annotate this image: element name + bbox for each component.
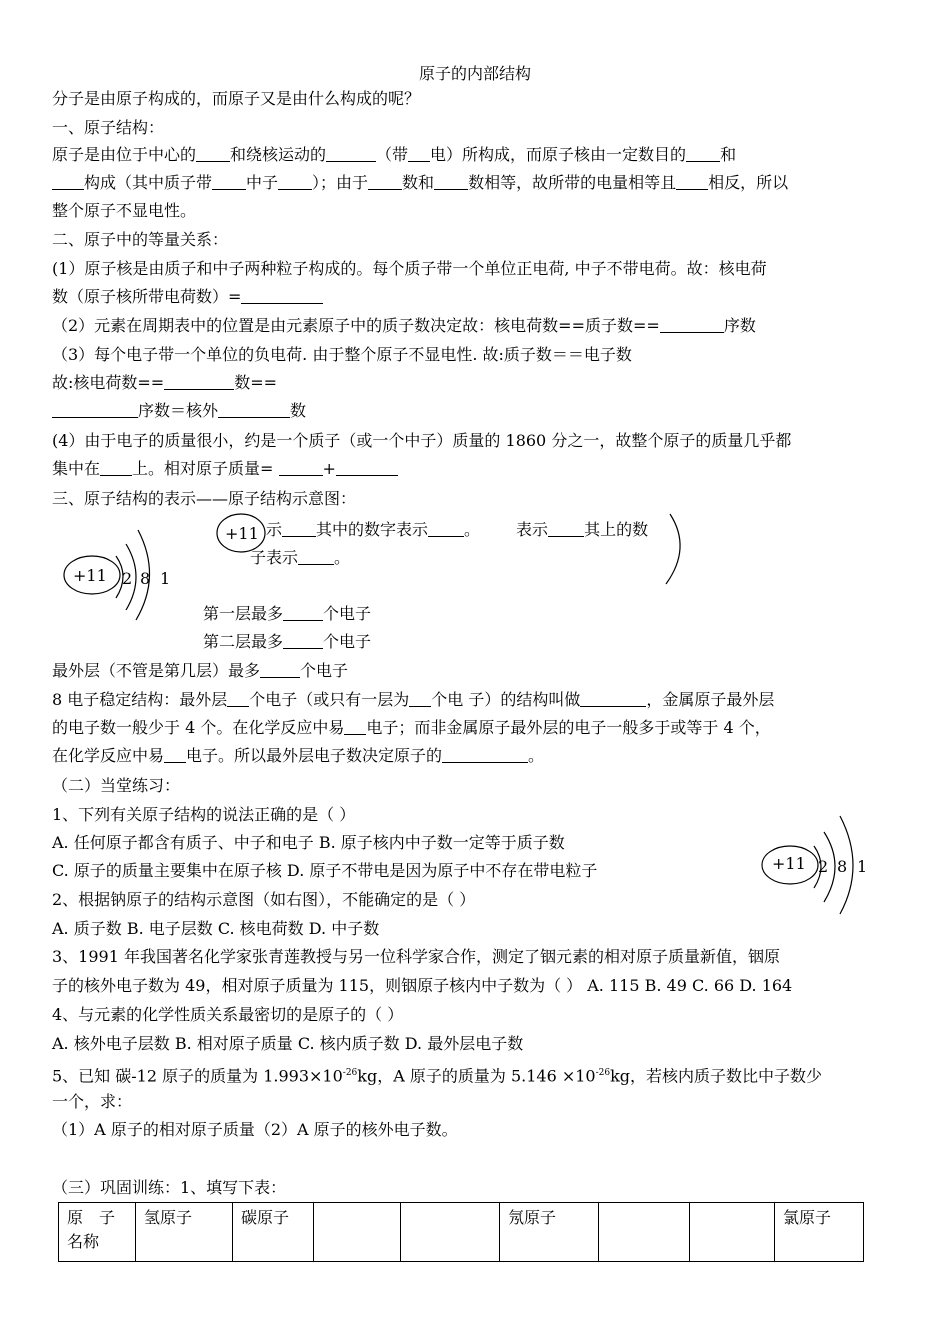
- table-cell: 碳原子: [233, 1203, 314, 1262]
- blank[interactable]: [100, 459, 132, 476]
- blank[interactable]: [283, 632, 323, 649]
- blank[interactable]: [227, 690, 249, 707]
- blank[interactable]: [164, 373, 234, 390]
- blank[interactable]: [218, 401, 290, 418]
- blank[interactable]: [52, 173, 84, 190]
- layer2-capacity: 第二层最多 个电子: [203, 632, 372, 651]
- section2-p2: （2）元素在周期表中的位置是由元素原子中的质子数决定故：核电荷数==质子数== 序数: [52, 316, 756, 335]
- section2-heading: 二、原子中的等量关系：: [52, 230, 229, 249]
- section2-p3c: 序数＝核外 数: [52, 400, 306, 422]
- blank[interactable]: [283, 604, 323, 621]
- fill-in-table: [58, 1202, 864, 1262]
- blank[interactable]: [212, 173, 246, 190]
- question-4-options: A. 核外电子层数 B. 相对原子质量 C. 核内质子数 D. 最外层电子数: [52, 1034, 524, 1053]
- blank[interactable]: [368, 173, 402, 190]
- question-1-options-cd: C. 原子的质量主要集中在原子核 D. 原子不带电是因为原子中不存在带电粒子: [52, 861, 598, 880]
- table-cell: 氢原子: [136, 1203, 233, 1262]
- electron-count-3: 1: [160, 569, 171, 588]
- stable-structure-line3: 在化学反应中易 电子。所以最外层电子数决定原子的 。: [52, 746, 545, 765]
- blank[interactable]: [336, 459, 398, 476]
- shell-arc-illustration: [662, 512, 692, 586]
- question-5-line3: （1）A 原子的相对原子质量（2）A 原子的核外电子数。: [52, 1120, 458, 1139]
- table-cell[interactable]: [690, 1203, 775, 1262]
- blank[interactable]: [278, 173, 312, 190]
- intro-question: 分子是由原子构成的，而原子又是由什么构成的呢？: [52, 89, 421, 108]
- section1-heading: 一、原子结构：: [52, 118, 165, 137]
- table-cell[interactable]: [314, 1203, 401, 1262]
- blank[interactable]: [279, 459, 323, 476]
- nucleus-label: +11: [73, 566, 107, 585]
- blank[interactable]: [580, 690, 646, 707]
- blank[interactable]: [282, 520, 316, 537]
- electron-count-1: 2: [122, 569, 133, 588]
- sodium-atom-diagram-right: [760, 812, 880, 916]
- blank[interactable]: [196, 145, 230, 162]
- section2-p4a: (4）由于电子的质量很小，约是一个质子（或一个中子）质量的 1860 分之一，故整个原子的质量几乎都: [52, 431, 792, 450]
- section2-p1b: 数（原子核所带电荷数）=: [52, 286, 323, 308]
- blank[interactable]: [344, 718, 366, 735]
- table-header-cell: 原 子名称: [59, 1203, 136, 1262]
- blank[interactable]: [52, 401, 138, 418]
- blank[interactable]: [676, 173, 708, 190]
- outer-layer-capacity: 最外层（不管是第几层）最多 个电子: [52, 661, 349, 680]
- section2-p4b: 集中在 上。相对原子质量= +: [52, 458, 398, 480]
- table-cell: 氯原子: [775, 1203, 864, 1262]
- question-3-line2: 子的核外电子数为 49，相对原子质量为 115，则铟原子核内中子数为（ ） A. 115 B. 49 C. 66 D. 164: [52, 976, 793, 995]
- question-1: 1、下列有关原子结构的说法正确的是（ ）: [52, 805, 356, 824]
- sodium-atom-diagram: [60, 520, 180, 620]
- diagram-desc-line1: 示 其中的数字表示 。 表示 其上的数: [266, 520, 649, 539]
- electron-shell-arc: [666, 514, 680, 584]
- table-cell[interactable]: [401, 1203, 500, 1262]
- stable-structure-line1: 8 电子稳定结构：最外层 个电子（或只有一层为 个电 子）的结构叫做 ，金属原子最外层: [52, 690, 775, 709]
- blank[interactable]: [442, 746, 528, 763]
- blank[interactable]: [164, 746, 186, 763]
- nucleus-label: +11: [225, 524, 259, 543]
- question-3-line1: 3、1991 年我国著名化学家张青莲教授与另一位科学家合作，测定了铟元素的相对原子质量新值，铟原: [52, 947, 780, 966]
- table-row: [59, 1203, 864, 1262]
- table-cell[interactable]: [599, 1203, 690, 1262]
- layer1-capacity: 第一层最多 个电子: [203, 604, 372, 623]
- section2-p3b: 故:核电荷数== 数==: [52, 373, 278, 392]
- blank[interactable]: [326, 145, 376, 162]
- diagram-desc-line2: 子表示 。: [250, 548, 351, 567]
- blank[interactable]: [409, 690, 431, 707]
- electron-count-3: 1: [857, 857, 868, 876]
- section2-p3: （3）每个电子带一个单位的负电荷. 由于整个原子不显电性. 故:质子数＝＝电子数: [52, 345, 632, 364]
- blank[interactable]: [298, 548, 334, 565]
- practice-heading: （二）当堂练习：: [52, 776, 181, 795]
- section1-line3: 整个原子不显电性。: [52, 201, 197, 220]
- page-title: 原子的内部结构: [418, 64, 531, 83]
- blank[interactable]: [660, 316, 724, 333]
- section2-p1a: (1）原子核是由质子和中子两种粒子构成的。每个质子带一个单位正电荷, 中子不带电荷。故：核电荷: [52, 259, 767, 278]
- question-4: 4、与元素的化学性质关系最密切的是原子的（ ）: [52, 1005, 404, 1024]
- question-5-line2: 一个，求：: [52, 1092, 133, 1111]
- section3-heading: 三、原子结构的表示——原子结构示意图：: [52, 489, 357, 508]
- question-2: 2、根据钠原子的结构示意图（如右图），不能确定的是（ ）: [52, 890, 476, 909]
- section1-line2: 构成（其中质子带 中子 ）；由于 数和 数相等，故所带的电量相等且 相反，所以: [52, 172, 788, 194]
- question-5-line1: 5、已知 碳-12 原子的质量为 $1.993\times 10^{-26}kg$，A 原子的质量为 $5.146 \times 10^{-26}kg$，若核内质子数比中子数少: [52, 1066, 823, 1086]
- stable-structure-line2: 的电子数一般少于 4 个。在化学反应中易 电子；而非金属原子最外层的电子一般多于或等于 4 个，: [52, 718, 771, 737]
- consolidate-heading: （三）巩固训练：1、填写下表：: [52, 1178, 287, 1197]
- blank[interactable]: [408, 145, 430, 162]
- electron-count-2: 8: [140, 569, 151, 588]
- blank[interactable]: [686, 145, 720, 162]
- electron-count-1: 2: [818, 857, 829, 876]
- electron-count-2: 8: [837, 857, 848, 876]
- question-1-options-ab: A. 任何原子都含有质子、中子和电子 B. 原子核内中子数一定等于质子数: [52, 833, 565, 852]
- section1-line1: 原子是由位于中心的 和绕核运动的 （带 电）所构成，而原子核由一定数目的 和: [52, 145, 737, 164]
- blank[interactable]: [434, 173, 468, 190]
- blank[interactable]: [428, 520, 464, 537]
- table-cell: 氖原子: [500, 1203, 599, 1262]
- nucleus-label: +11: [772, 854, 806, 873]
- blank[interactable]: [241, 287, 323, 304]
- blank[interactable]: [260, 661, 300, 678]
- question-2-options: A. 质子数 B. 电子层数 C. 核电荷数 D. 中子数: [52, 919, 380, 938]
- blank[interactable]: [548, 520, 584, 537]
